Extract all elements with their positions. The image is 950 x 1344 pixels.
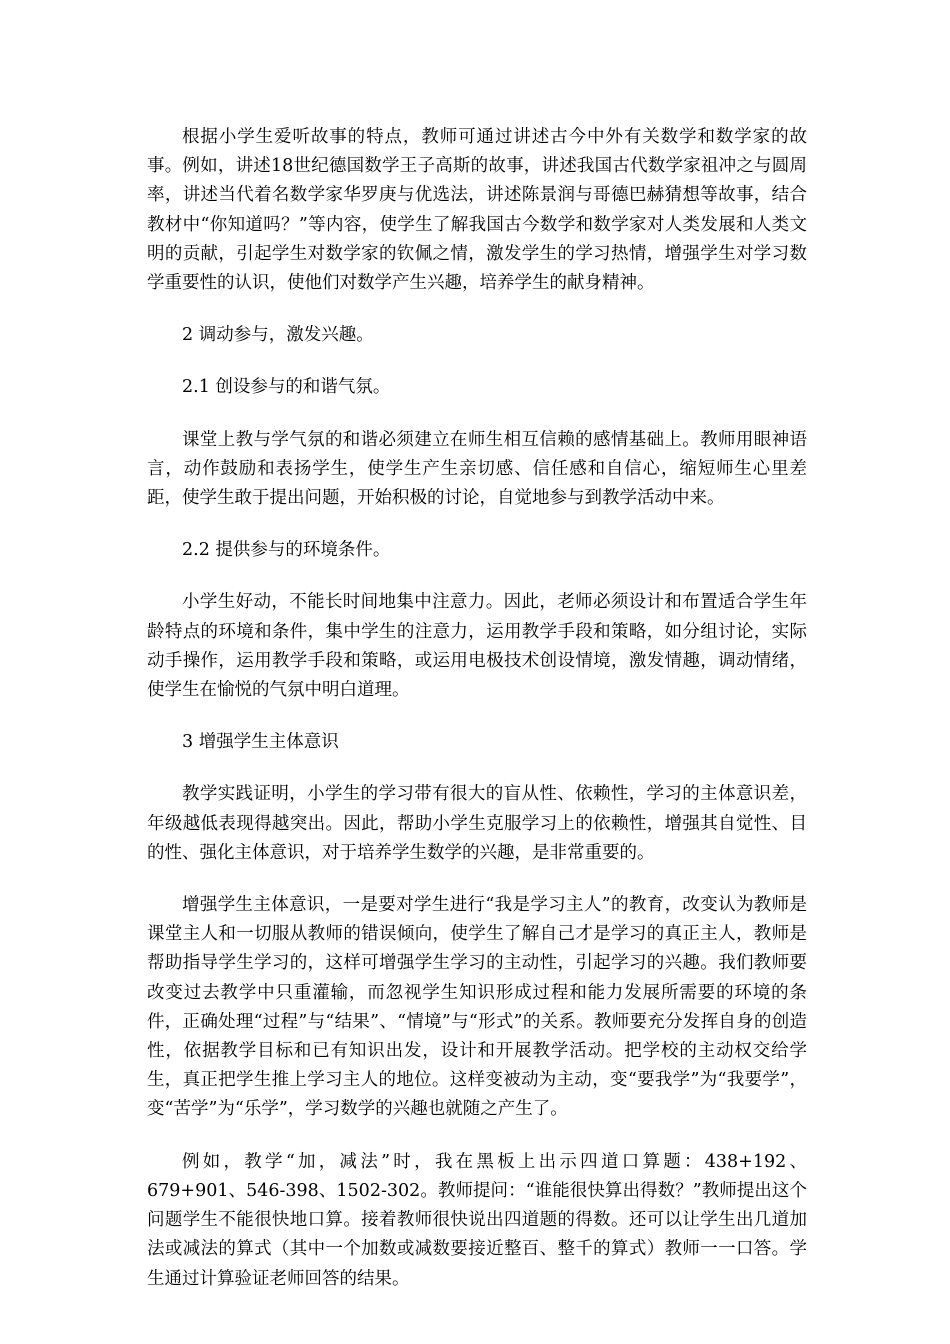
paragraph-environment-conditions: 小学生好动，不能长时间地集中注意力。因此，老师必须设计和布置适合学生年龄特点的环境和条件，集中学生的注意力，运用教学手段和策略，如分组讨论，实际动手操作，运用教学手段和策略，或运用电极技术创设情境，激发情趣，调动情绪，使学生在愉悦的气氛中明白道理。 bbox=[147, 592, 807, 701]
document-body bbox=[147, 123, 807, 1294]
heading-section-2-1: 2.1 创设参与的和谐气氛。 bbox=[182, 377, 391, 398]
heading-section-3: 3 增强学生主体意识 bbox=[182, 732, 339, 753]
heading-section-2: 2 调动参与，激发兴趣。 bbox=[182, 325, 374, 346]
paragraph-harmonious-atmosphere: 课堂上教与学气氛的和谐必须建立在师生相互信赖的感情基础上。教师用眼神语言，动作鼓励和表扬学生，使学生产生亲切感、信任感和自信心，缩短师生心里差距，使学生敢于提出问题，开始积极的讨论，自觉地参与到教学活动中来。 bbox=[147, 429, 807, 509]
paragraph-example-addition: 例如，教学“加，减法”时，我在黑板上出示四道口算题：438+192、679+901、546-398、1502-302。教师提问：“谁能很快算出得数？”教师提出这个问题学生不能很快地口算。接着教师很快说出四道题的得数。还可以让学生出几道加法或减法的算式（其中一个加数或减数要接近整百、整千的算式）教师一一口答。学生通过计算验证老师回答的结果。 bbox=[147, 1151, 807, 1289]
heading-section-2-2: 2.2 提供参与的环境条件。 bbox=[182, 540, 391, 561]
paragraph-intro-stories: 根据小学生爱听故事的特点，教师可通过讲述古今中外有关数学和数学家的故事。例如，讲述18世纪德国数学王子高斯的故事，讲述我国古代数学家祖冲之与圆周率，讲述当代着名数学家华罗庚与优选法，讲述陈景润与哥德巴赫猜想等故事，结合教材中“你知道吗？”等内容，使学生了解我国古今数学和数学家对人类发展和人类文明的贡献，引起学生对数学家的钦佩之情，激发学生的学习热情，增强学生对学习数学重要性的认识，使他们对数学产生兴趣，培养学生的献身精神。 bbox=[147, 127, 807, 294]
paragraph-learning-master: 增强学生主体意识，一是要对学生进行“我是学习主人”的教育，改变认为教师是课堂主人和一切服从教师的错误倾向，使学生了解自己才是学习的真正主人，教师是帮助指导学生学习的，这样可增强学生学习的主动性，引起学习的兴趣。我们教师要改变过去教学中只重灌输，而忽视学生知识形成过程和能力发展所需要的环境的条件，正确处理“过程”与“结果”、“情境”与“形式”的关系。教师要充分发挥自身的创造性，依据教学目标和已有知识出发，设计和开展教学活动。把学校的主动权交给学生，真正把学生推上学习主人的地位。这样变被动为主动，变“要我学”为“我要学”，变“苦学”为“乐学”，学习数学的兴趣也就随之产生了。 bbox=[147, 895, 807, 1120]
paragraph-subject-awareness: 教学实践证明，小学生的学习带有很大的盲从性、依赖性，学习的主体意识差，年级越低表现得越突出。因此，帮助小学生克服学习上的依赖性，增强其自觉性、目的性、强化主体意识，对于培养学生数学的兴趣，是非常重要的。 bbox=[147, 784, 807, 863]
